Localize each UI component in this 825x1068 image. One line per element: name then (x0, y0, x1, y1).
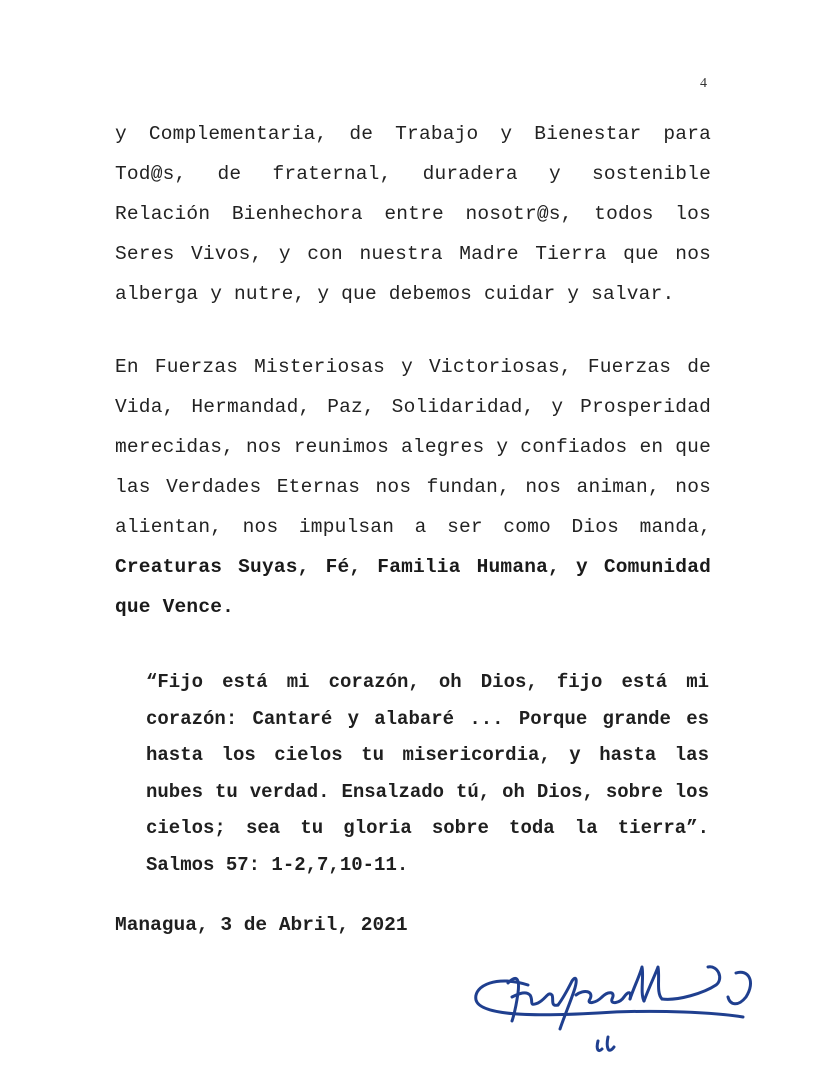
paragraph-1: y Complementaria, de Trabajo y Bienestar para Tod@s, de fraternal, duradera y sostenible Relación Bienhechora entre nosotr@s, todos los Seres Vivos, y con nuestra Madre Tierra que nos alberga y nutre, y que debemos cuidar y salvar. (115, 123, 711, 305)
paragraph-2 (115, 347, 711, 627)
signature-icon (468, 945, 768, 1060)
page-number: 4 (700, 76, 707, 91)
scripture-quote: “Fijo está mi corazón, oh Dios, fijo está mi corazón: Cantaré y alabaré ... Porque grande es hasta los cielos tu misericordia, y hasta las nubes tu verdad. Ensalzado tú, oh Dios, sobre los cielos; sea tu gloria sobre toda la tierra”. Salmos 57: 1-2,7,10-11. (146, 671, 709, 876)
date-line: Managua, 3 de Abril, 2021 (115, 914, 408, 936)
paragraph-2-text: En Fuerzas Misteriosas y Victoriosas, Fuerzas de Vida, Hermandad, Paz, Solidaridad, y Prosperidad merecidas, nos reunimos alegres y confiados en que las Verdades Eternas nos fundan, nos animan, nos alientan, nos impulsan a ser como Dios manda, (115, 356, 711, 538)
paragraph-2-bold-text: Creaturas Suyas, Fé, Familia Humana, y Comunidad que Vence. (115, 556, 711, 618)
